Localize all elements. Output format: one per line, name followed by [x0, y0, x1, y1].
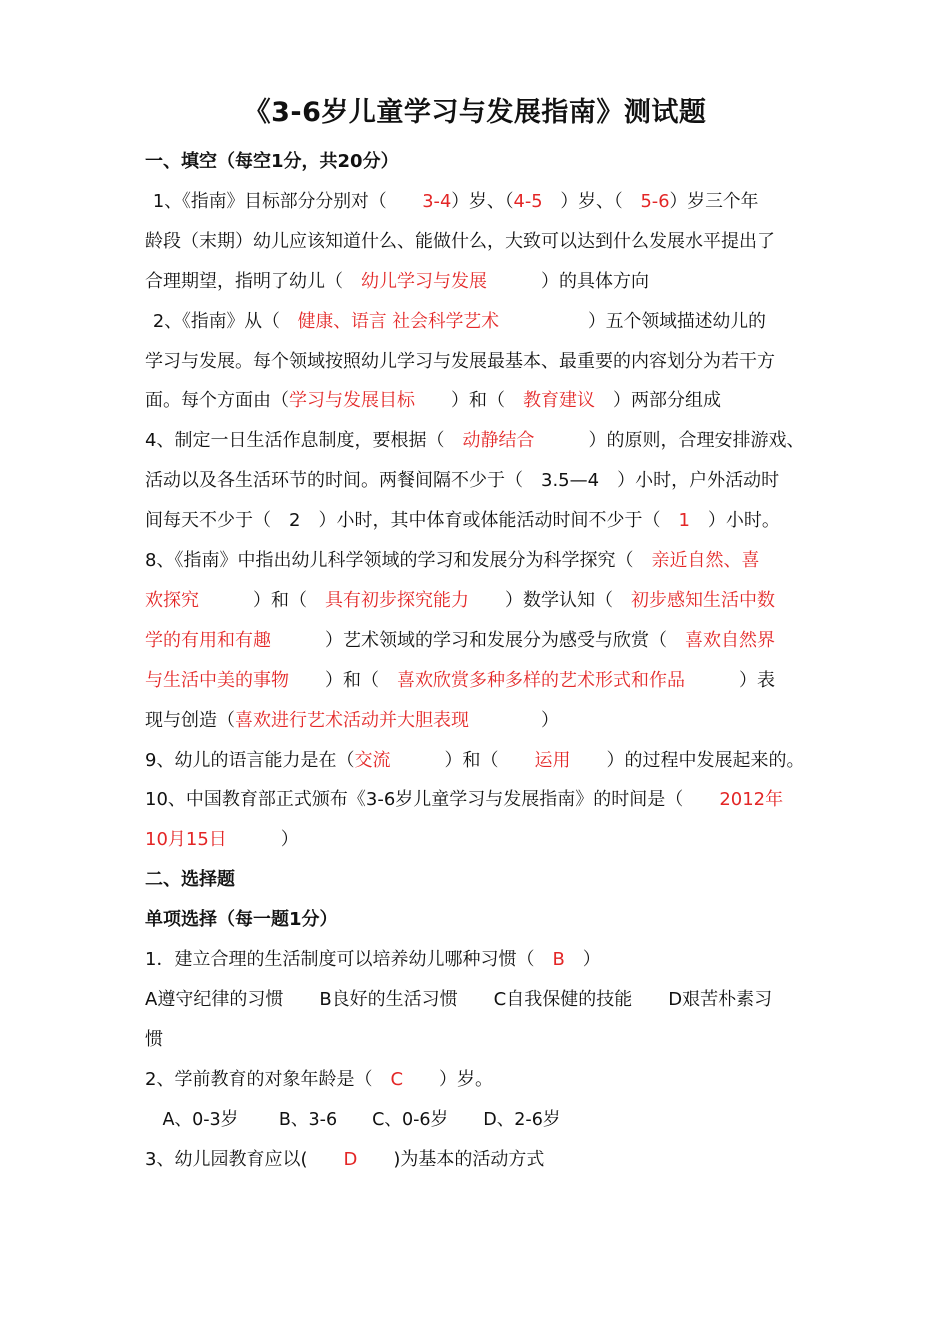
- text-line: [145, 342, 825, 382]
- question-text: ）五个领域描述幼儿的: [499, 310, 766, 332]
- question-text: 1．建立合理的生活制度可以培养幼儿哪种习惯（: [145, 949, 553, 970]
- text-line: [145, 501, 825, 541]
- question-text: ）数学认知（: [469, 589, 631, 611]
- answer-text: 4-5: [513, 190, 543, 212]
- question-text: ）小时。: [689, 510, 780, 532]
- question-text: 10、中国教育部正式颁布《3-6岁儿童学习与发展指南》的时间是（: [145, 789, 720, 811]
- question-text: ）的原则，合理安排游戏、: [534, 430, 805, 452]
- question-text: ）表: [685, 669, 775, 691]
- text-line: [145, 621, 825, 661]
- question-text: 3、幼儿园教育应以(: [145, 1148, 344, 1170]
- text-line: [145, 940, 825, 980]
- question-text: ）和（: [199, 589, 325, 611]
- text-line: [145, 661, 825, 701]
- answer-text: 学习与发展目标: [289, 390, 415, 412]
- question-text: 二、选择题: [145, 869, 235, 891]
- question-text: 合理期望，指明了幼儿（: [145, 270, 361, 292]
- answer-text: 具有初步探究能力: [325, 589, 469, 611]
- document-title: 《3-6岁儿童学习与发展指南》测试题: [243, 97, 707, 128]
- question-text: 1、《指南》目标部分分别对（: [152, 190, 423, 212]
- text-line: [145, 741, 825, 781]
- question-text: ）岁三个年: [669, 190, 759, 212]
- question-text: ）艺术领域的学习和发展分为感受与欣赏（: [271, 629, 685, 651]
- question-text: 现与创造（: [145, 709, 235, 731]
- text-line: [145, 780, 825, 820]
- answer-text: 亲近自然、喜: [651, 550, 760, 571]
- question-text: 2: [289, 510, 301, 532]
- question-text: ）和（: [415, 390, 523, 412]
- text-line: [145, 262, 825, 302]
- question-text: ）和（: [289, 669, 397, 691]
- question-text: 龄段（末期）幼儿应该知道什么、能做什么，大致可以达到什么发展水平提出了: [145, 230, 775, 252]
- text-line: [145, 701, 825, 741]
- question-text: 学习与发展。每个领域按照幼儿学习与发展最基本、最重要的内容划分为若干方: [145, 350, 775, 372]
- question-text: ）的过程中发展起来的。: [570, 749, 805, 771]
- text-line: [145, 900, 825, 940]
- question-text: 单项选择（每一题1分）: [145, 909, 338, 931]
- answer-text: C: [390, 1068, 404, 1090]
- question-text: 面。每个方面由（: [145, 390, 289, 412]
- text-line: [145, 142, 825, 182]
- question-text: 3.5—4: [541, 470, 600, 492]
- answer-text: 与生活中美的事物: [145, 669, 289, 691]
- answer-text: 动静结合: [462, 430, 535, 452]
- question-text: A遵守纪律的习惯 B良好的生活习惯 C自我保健的技能 D艰苦朴素习: [145, 988, 773, 1010]
- answer-text: 欢探究: [145, 589, 199, 611]
- question-text: ）岁、（: [542, 190, 641, 212]
- question-text: ）的具体方向: [487, 270, 649, 292]
- question-text: ）小时，户外活动时: [599, 470, 780, 492]
- question-text: 间每天不少于（: [145, 510, 289, 532]
- question-text: ）岁、（: [451, 190, 514, 212]
- text-line: [145, 381, 825, 421]
- text-line: [145, 222, 825, 262]
- question-text: ）小时，其中体育或体能活动时间不少于（: [300, 510, 679, 532]
- answer-text: 健康、语言 社会科学艺术: [297, 310, 500, 332]
- answer-text: 幼儿学习与发展: [361, 270, 487, 292]
- answer-text: 学的有用和有趣: [145, 629, 271, 651]
- text-line: [145, 581, 825, 621]
- question-text: ）: [564, 949, 601, 970]
- question-text: )为基本的活动方式: [357, 1148, 545, 1170]
- answer-text: 运用: [534, 749, 571, 771]
- question-text: 活动以及各生活环节的时间。两餐间隔不少于（: [145, 470, 541, 492]
- question-text: ）: [469, 709, 559, 731]
- text-line: [145, 541, 825, 581]
- text-line: [145, 820, 825, 860]
- answer-text: 10月15日: [145, 829, 227, 851]
- question-text: 9、幼儿的语言能力是在（: [145, 749, 355, 771]
- answer-text: 教育建议: [523, 390, 595, 412]
- question-text: ）: [226, 829, 299, 851]
- text-line: [145, 1060, 825, 1100]
- answer-text: 初步感知生活中数: [631, 589, 775, 611]
- text-line: [145, 461, 825, 501]
- question-text: 一、填空（每空1分，共20分）: [145, 151, 399, 172]
- question-text: 4、制定一日生活作息制度，要根据（: [145, 430, 463, 452]
- answer-text: 喜欢进行艺术活动并大胆表现: [235, 709, 469, 731]
- question-text: 8、《指南》中指出幼儿科学领域的学习和发展分为科学探究（: [145, 550, 652, 571]
- answer-text: 1: [678, 510, 690, 532]
- question-text: ）岁。: [403, 1068, 494, 1090]
- text-line: [145, 421, 825, 461]
- question-text: 2、学前教育的对象年龄是（: [145, 1068, 391, 1090]
- answer-text: 喜欢欣赏多种多样的艺术形式和作品: [397, 669, 685, 691]
- question-text: 惯: [145, 1028, 163, 1050]
- answer-text: 交流: [354, 749, 391, 771]
- text-line: [145, 182, 825, 222]
- text-line: [145, 1140, 825, 1180]
- question-text: ）两部分组成: [595, 390, 721, 412]
- answer-text: 3-4: [422, 190, 452, 212]
- question-text: 2、《指南》从（: [152, 310, 298, 332]
- answer-text: B: [552, 949, 565, 970]
- text-line: [145, 1020, 825, 1060]
- answer-text: 5-6: [640, 190, 670, 212]
- question-text: ）和（: [390, 749, 535, 771]
- text-line: [145, 860, 825, 900]
- text-line: [145, 980, 825, 1020]
- answer-text: D: [343, 1148, 358, 1170]
- answer-text: 喜欢自然界: [685, 629, 775, 651]
- question-text: A、0-3岁 B、3-6 C、0-6岁 D、2-6岁: [162, 1108, 561, 1130]
- text-line: [145, 1100, 825, 1140]
- text-line: [145, 302, 825, 342]
- answer-text: 2012年: [719, 789, 784, 811]
